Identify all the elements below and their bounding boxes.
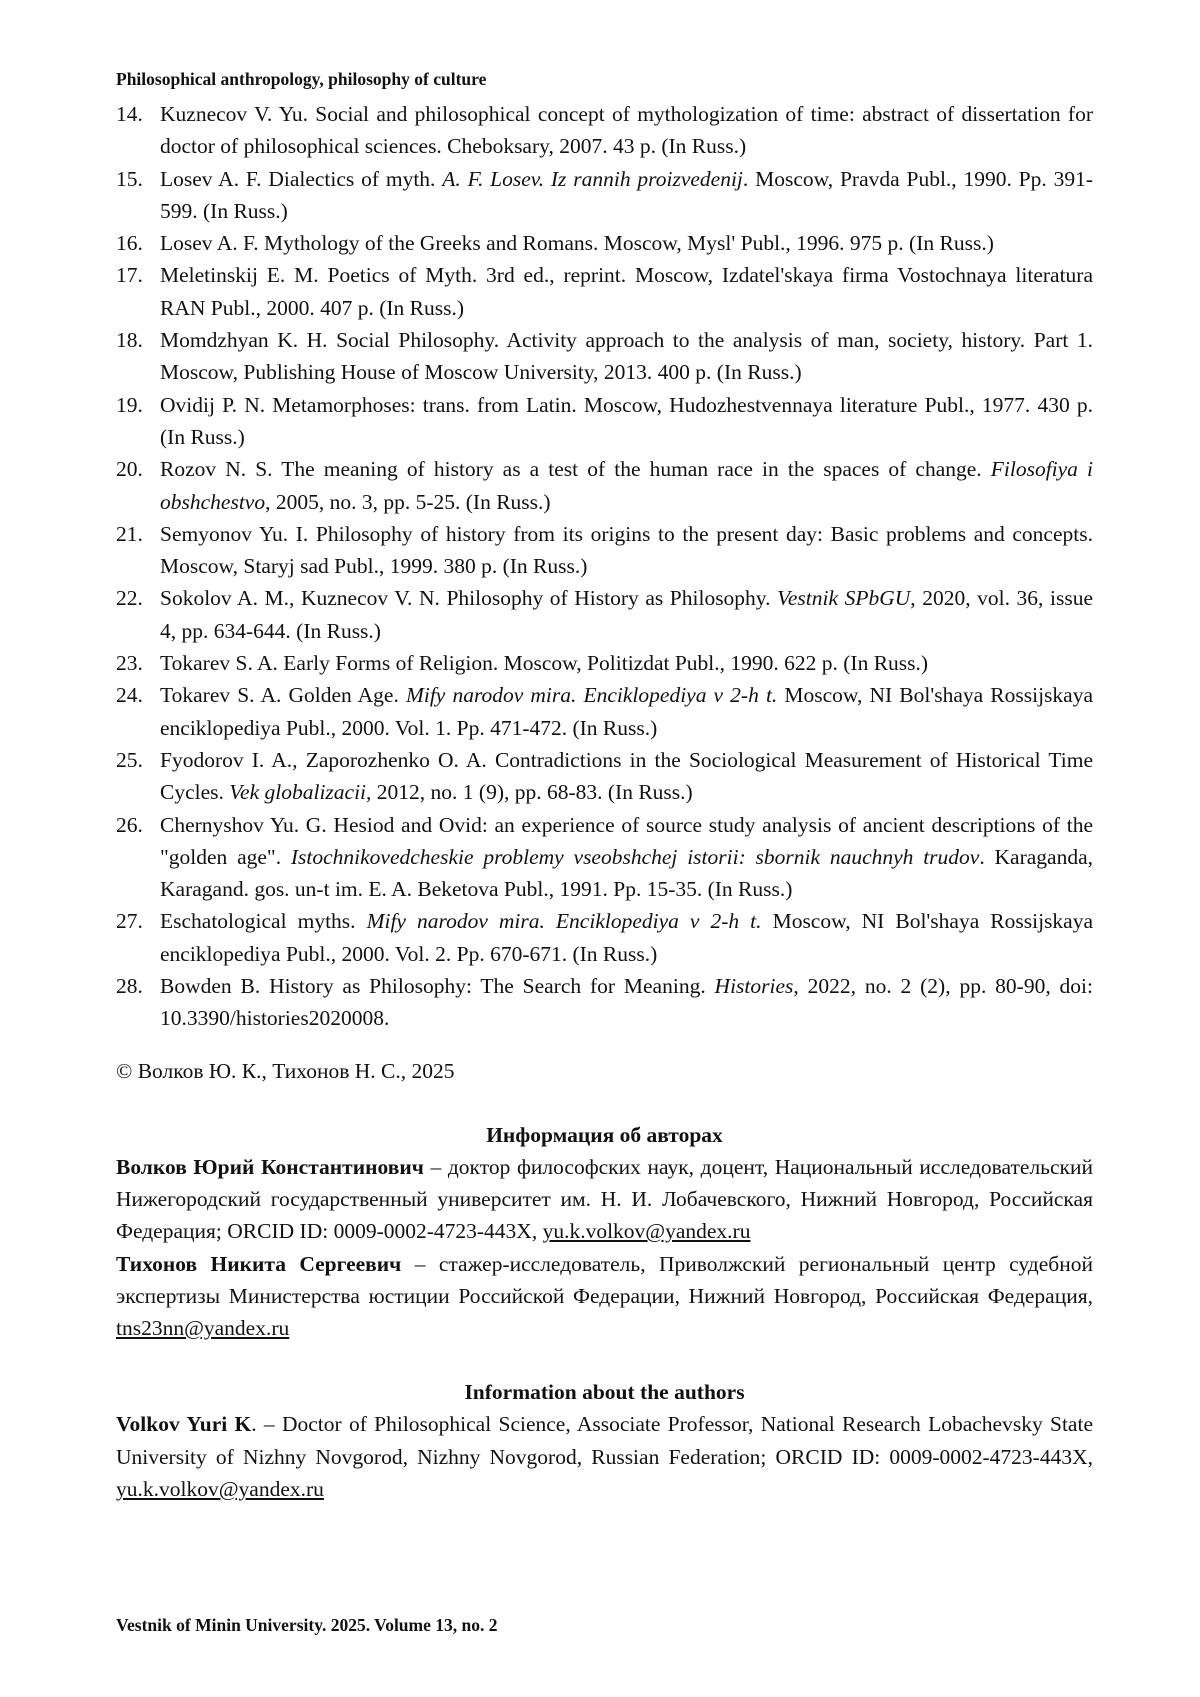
reference-list xyxy=(116,98,1093,1035)
reference-number: 25. xyxy=(116,747,143,772)
reference-item xyxy=(116,744,1093,809)
reference-text: Losev A. F. Dialectics of myth. xyxy=(160,166,443,191)
reference-item xyxy=(116,163,1093,228)
reference-source-title: Histories xyxy=(714,974,794,999)
reference-number: 26. xyxy=(116,812,143,837)
author-name: Волков Юрий Константинович xyxy=(116,1154,424,1179)
reference-source-title: Mify narodov mira. Enciklopediya v 2-h t. xyxy=(366,909,762,934)
reference-source-title: A. F. Losev. Iz rannih proizvedenij xyxy=(442,166,743,191)
reference-text: Bowden B. History as Philosophy: The Search for Meaning. xyxy=(160,974,715,999)
reference-number: 24. xyxy=(116,683,143,708)
author-name: Тихонов Никита Сергеевич xyxy=(116,1251,402,1276)
reference-item xyxy=(116,324,1093,389)
reference-item xyxy=(116,582,1093,647)
author-bio-volkov-ru xyxy=(116,1151,1093,1248)
reference-text: . Moscow, Pravda Publ., 1990. Pp. 391-599. (In Russ.) xyxy=(160,166,1093,223)
reference-item xyxy=(116,905,1093,970)
reference-number: 23. xyxy=(116,651,143,676)
reference-item xyxy=(116,389,1093,454)
reference-number: 20. xyxy=(116,457,143,482)
reference-number: 17. xyxy=(116,263,143,288)
reference-source-title: Mify narodov mira. Enciklopediya v 2-h t. xyxy=(405,683,778,708)
reference-text: Ovidij P. N. Metamorphoses: trans. from Latin. Moscow, Hudozhestvennaya literature Publ., 1977. 430 p. (In Russ.) xyxy=(160,392,1093,449)
reference-text: Meletinskij E. M. Poetics of Myth. 3rd ed., reprint. Moscow, Izdatel'skaya firma Vostochnaya literatura RAN Publ., 2000. 407 p. (In Russ.) xyxy=(160,263,1093,320)
reference-number: 21. xyxy=(116,521,143,546)
author-email-link[interactable]: yu.k.volkov@yandex.ru xyxy=(542,1219,751,1244)
reference-item xyxy=(116,518,1093,583)
reference-text: Momdzhyan K. H. Social Philosophy. Activity approach to the analysis of man, society, history. Part 1. Moscow, Publishing House of Moscow University, 2013. 400 p. (In Russ.) xyxy=(160,328,1093,385)
reference-text: Kuznecov V. Yu. Social and philosophical concept of mythologization of time: abstract of dissertation for doctor of philosophical sciences. Cheboksary, 2007. 43 p. (In Russ.) xyxy=(160,102,1093,159)
author-name: Volkov Yuri K xyxy=(116,1412,252,1437)
author-email-link[interactable]: yu.k.volkov@yandex.ru xyxy=(116,1476,324,1501)
reference-text: Sokolov A. M., Kuznecov V. N. Philosophy of History as Philosophy. xyxy=(160,586,778,611)
author-bio-tikhonov-ru xyxy=(116,1248,1093,1345)
authors-info-title-en: Information about the authors xyxy=(464,1380,745,1405)
reference-number: 28. xyxy=(116,974,143,999)
reference-item xyxy=(116,647,1093,679)
author-affiliation: – стажер-исследователь, Приволжский региональный центр судебной экспертизы Министерства юстиции Российской Федерации, Нижний Новгород, Российская Федерация, xyxy=(116,1251,1093,1308)
reference-text: Chernyshov Yu. G. Hesiod and Ovid: an experience of source study analysis of ancient descriptions of the "golden age". xyxy=(160,812,1093,869)
page-body xyxy=(116,68,1093,1505)
authors-info-title-ru: Информация об авторах xyxy=(486,1122,723,1147)
reference-text: Fyodorov I. A., Zaporozhenko O. A. Contradictions in the Sociological Measurement of Historical Time Cycles. xyxy=(160,747,1093,805)
reference-text: Rozov N. S. The meaning of history as a test of the human race in the spaces of change. xyxy=(160,457,991,482)
reference-text: Eschatological myths. xyxy=(160,909,367,934)
reference-item xyxy=(116,679,1093,744)
reference-item xyxy=(116,809,1093,906)
copyright-notice: © Волков Ю. К., Тихонов Н. С., 2025 xyxy=(116,1058,455,1083)
reference-source-title: Vestnik SPbGU xyxy=(777,586,911,611)
reference-text: Semyonov Yu. I. Philosophy of history from its origins to the present day: Basic problems and concepts. Moscow, Staryj sad Publ., 1999. 380 p. (In Russ.) xyxy=(160,521,1093,579)
reference-text: Losev A. F. Mythology of the Greeks and Romans. Moscow, Mysl' Publ., 1996. 975 p. (In Russ.) xyxy=(160,231,994,256)
running-header: Philosophical anthropology, philosophy of culture xyxy=(116,69,487,89)
reference-text: Moscow, NI Bol'shaya Rossijskaya enciklopediya Publ., 2000. Vol. 1. Pp. 471-472. (In Russ.) xyxy=(160,683,1093,740)
reference-text: Moscow, NI Bol'shaya Rossijskaya enciklopediya Publ., 2000. Vol. 2. Pp. 670-671. (In Russ.) xyxy=(160,909,1093,966)
author-affiliation: . – Doctor of Philosophical Science, Associate Professor, National Research Lobachevsky State University of Nizhny Novgorod, Nizhny Novgorod, Russian Federation; ORCID ID: 0009-0002-4723-443X, xyxy=(116,1412,1093,1469)
reference-item xyxy=(116,227,1093,259)
reference-text: , 2005, no. 3, pp. 5-25. (In Russ.) xyxy=(265,489,551,514)
reference-number: 18. xyxy=(116,328,143,353)
reference-item xyxy=(116,259,1093,324)
reference-text: . Karaganda, Karagand. gos. un-t im. E. A. Beketova Publ., 1991. Pp. 15-35. (In Russ.) xyxy=(160,844,1093,902)
reference-number: 19. xyxy=(116,392,143,417)
author-email-link[interactable]: tns23nn@yandex.ru xyxy=(116,1316,290,1341)
reference-text: , 2020, vol. 36, issue 4, pp. 634-644. (In Russ.) xyxy=(160,586,1093,643)
author-affiliation: – доктор философских наук, доцент, Национальный исследовательский Нижегородский государственный университет им. Н. И. Лобачевского, Нижний Новгород, Российская Федерация; ORCID ID: 0009-0002-4723-443X, xyxy=(116,1154,1093,1244)
author-bio-volkov-en xyxy=(116,1408,1093,1505)
reference-number: 14. xyxy=(116,102,143,126)
reference-source-title: Filosofiya i obshchestvo xyxy=(160,457,1093,514)
reference-number: 22. xyxy=(116,586,143,611)
reference-source-title: Istochnikovedcheskie problemy vseobshchej istorii: sbornik nauchnyh trudov xyxy=(290,844,980,869)
reference-item xyxy=(116,453,1093,518)
reference-number: 27. xyxy=(116,909,143,934)
journal-footer: Vestnik of Minin University. 2025. Volume 13, no. 2 xyxy=(116,1615,498,1635)
reference-text: , 2012, no. 1 (9), pp. 68-83. (In Russ.) xyxy=(366,780,693,805)
reference-item xyxy=(116,98,1093,163)
reference-number: 15. xyxy=(116,166,143,191)
reference-source-title: Vek globalizacii xyxy=(229,780,367,805)
reference-text: , 2022, no. 2 (2), pp. 80-90, doi: 10.3390/histories2020008. xyxy=(160,974,1093,1031)
reference-item xyxy=(116,970,1093,1035)
reference-text: Tokarev S. A. Golden Age. xyxy=(160,683,406,708)
reference-text: Tokarev S. A. Early Forms of Religion. Moscow, Politizdat Publ., 1990. 622 p. (In Russ.) xyxy=(160,651,929,676)
reference-number: 16. xyxy=(116,231,143,256)
